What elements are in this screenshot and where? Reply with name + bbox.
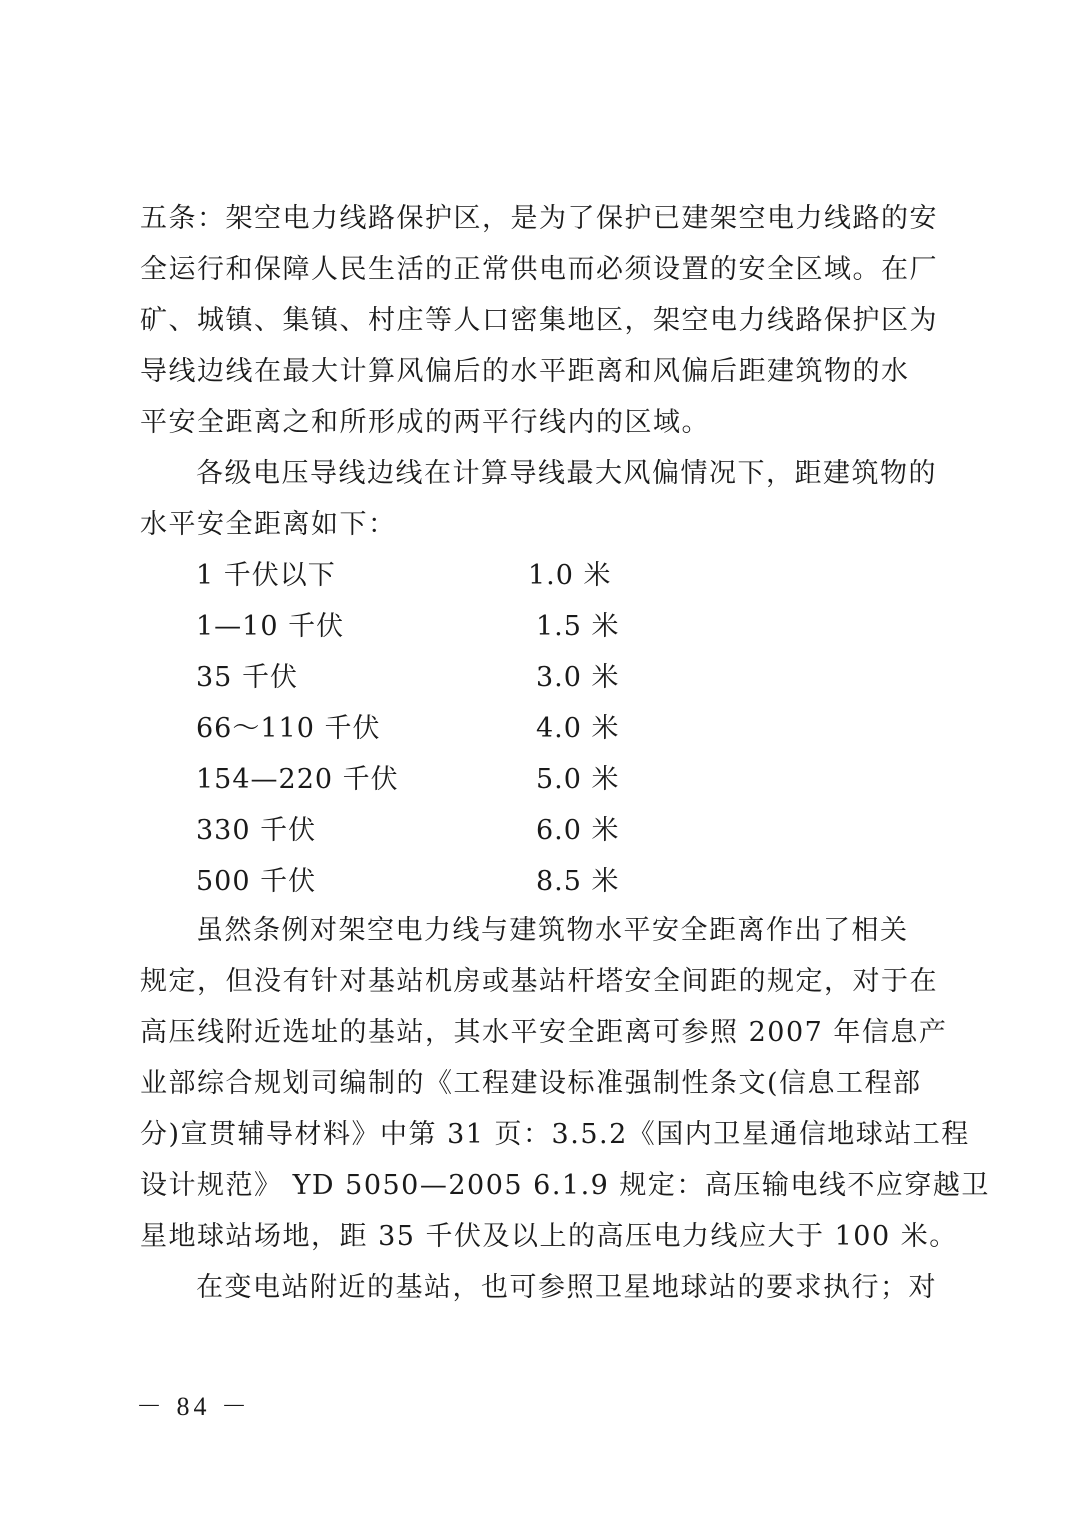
paragraph-line: 在变电站附近的基站，也可参照卫星地球站的要求执行；对	[196, 1272, 937, 1303]
distance-value: 8.5 米	[536, 866, 620, 897]
table-row	[196, 766, 696, 806]
paragraph-line: 规定，但没有针对基站机房或基站杆塔安全间距的规定，对于在	[140, 966, 938, 997]
table-row	[196, 715, 696, 755]
distance-value: 3.0 米	[536, 662, 620, 693]
table-row	[196, 868, 696, 908]
voltage-label: 154—220 千伏	[196, 764, 399, 795]
paragraph-line: 导线边线在最大计算风偏后的水平距离和风偏后距建筑物的水	[140, 356, 910, 387]
paragraph-line: 虽然条例对架空电力线与建筑物水平安全距离作出了相关	[196, 915, 909, 946]
voltage-label: 1 千伏以下	[196, 560, 336, 591]
distance-value: 5.0 米	[536, 764, 620, 795]
paragraph-line: 平安全距离之和所形成的两平行线内的区域。	[140, 407, 710, 438]
distance-value: 6.0 米	[536, 815, 620, 846]
paragraph-line: 设计规范》 YD 5050—2005 6.1.9 规定：高压输电线不应穿越卫	[140, 1170, 990, 1201]
paragraph-line: 水平安全距离如下：	[140, 509, 397, 540]
paragraph-line: 全运行和保障人民生活的正常供电而必须设置的安全区域。在厂	[140, 254, 938, 285]
voltage-label: 66～110 千伏	[196, 713, 381, 744]
table-row	[196, 817, 696, 857]
paragraph-line: 矿、城镇、集镇、村庄等人口密集地区，架空电力线路保护区为	[140, 305, 938, 336]
distance-value: 1.0 米	[528, 560, 612, 591]
paragraph-line: 分)宣贯辅导材料》中第 31 页：3.5.2《国内卫星通信地球站工程	[140, 1119, 970, 1150]
voltage-label: 1—10 千伏	[196, 611, 345, 642]
paragraph-line: 业部综合规划司编制的《工程建设标准强制性条文(信息工程部	[140, 1068, 922, 1099]
page-number: － 84 －	[136, 1392, 252, 1421]
paragraph-line: 星地球站场地，距 35 千伏及以上的高压电力线应大于 100 米。	[140, 1221, 958, 1252]
paragraph-line: 各级电压导线边线在计算导线最大风偏情况下，距建筑物的	[196, 458, 937, 489]
distance-value: 1.5 米	[536, 611, 620, 642]
paragraph-line: 高压线附近选址的基站，其水平安全距离可参照 2007 年信息产	[140, 1017, 948, 1048]
table-row	[196, 664, 696, 704]
voltage-label: 330 千伏	[196, 815, 317, 846]
voltage-label: 500 千伏	[196, 866, 317, 897]
table-row	[196, 562, 696, 602]
distance-value: 4.0 米	[536, 713, 620, 744]
voltage-label: 35 千伏	[196, 662, 298, 693]
table-row	[196, 613, 696, 653]
paragraph-line: 五条：架空电力线路保护区，是为了保护已建架空电力线路的安	[140, 203, 938, 234]
